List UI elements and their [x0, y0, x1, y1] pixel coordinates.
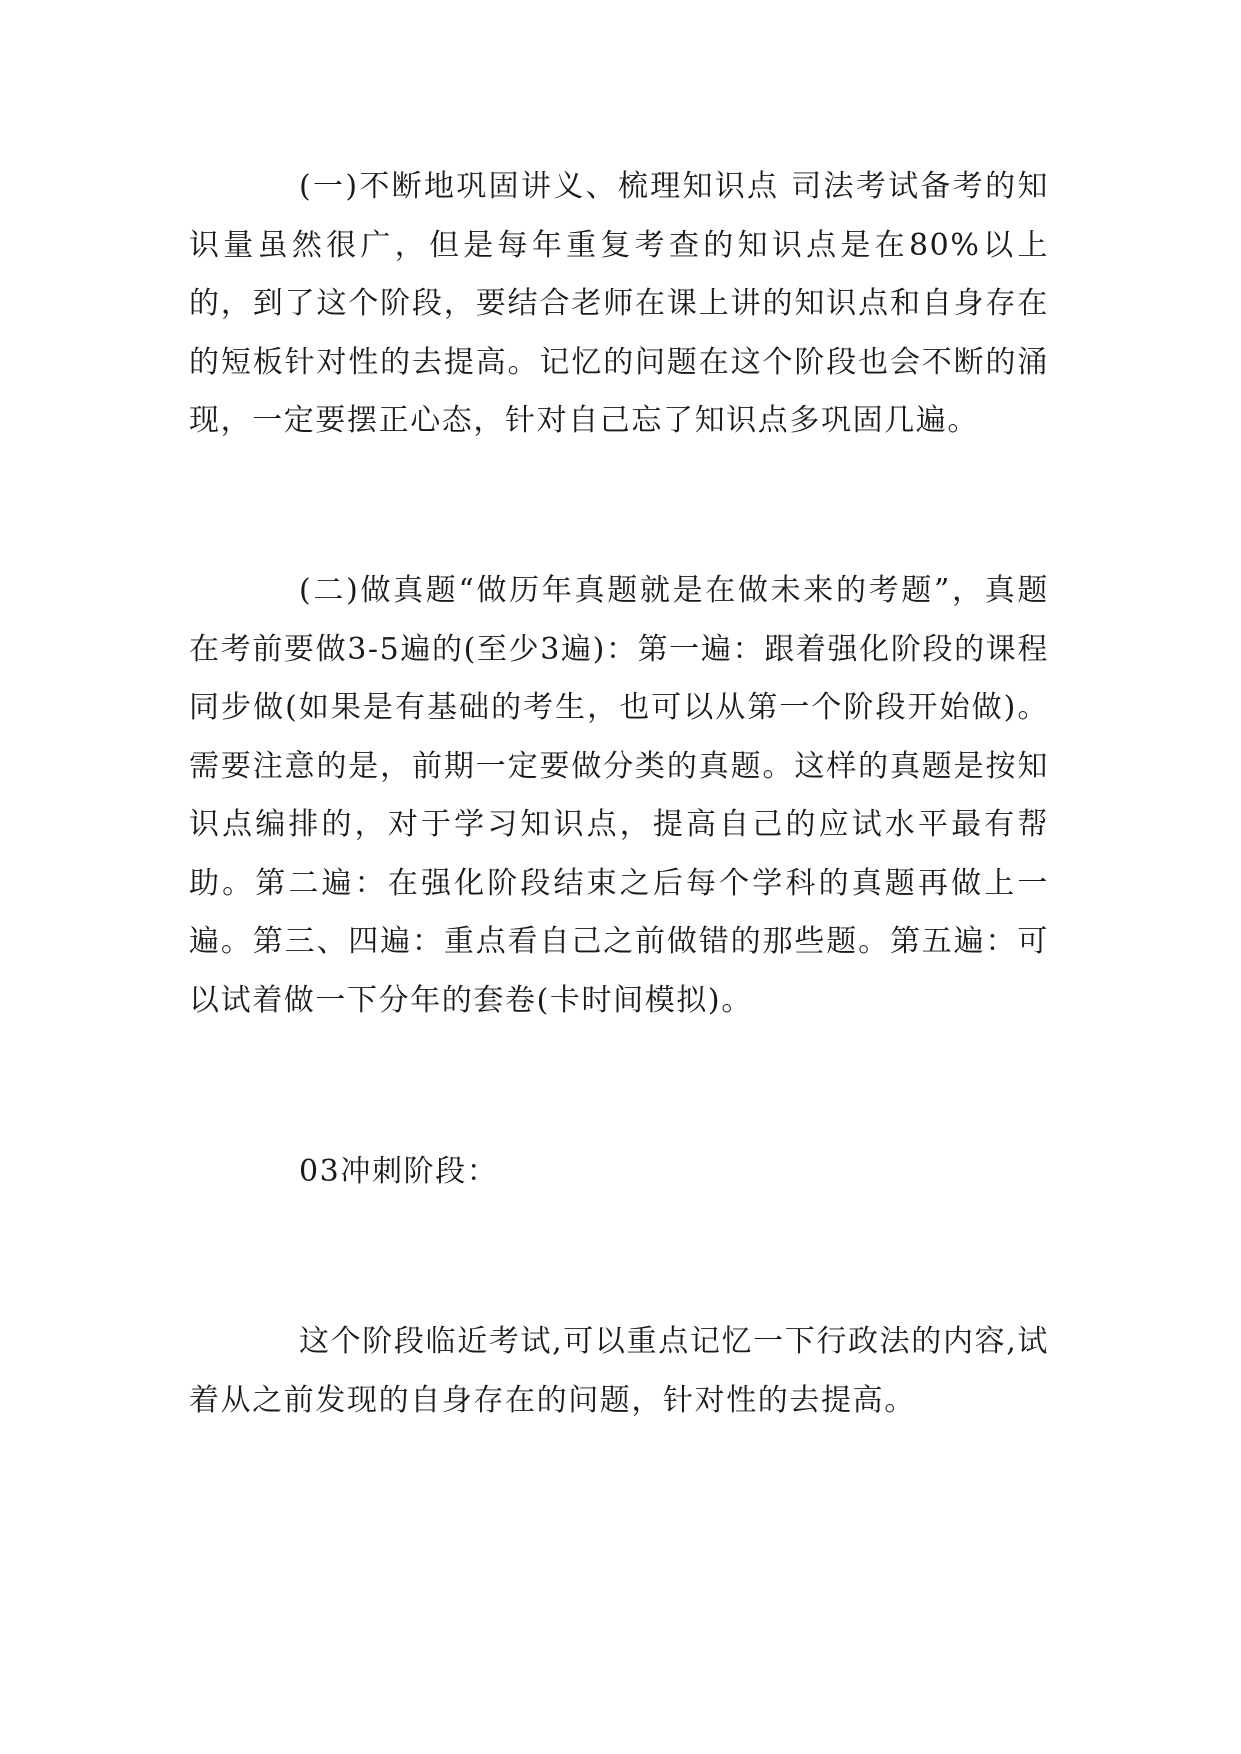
paragraph-sprint-advice: 这个阶段临近考试,可以重点记忆一下行政法的内容,试着从之前发现的自身存在的问题，针对性的去提高。: [189, 1324, 1049, 1418]
section-heading-sprint-stage: 03冲刺阶段：: [299, 1154, 499, 1189]
paragraph-past-exams: (二)做真题“做历年真题就是在做未来的考题”，真题在考前要做3-5遍的(至少3遍)：第一遍：跟着强化阶段的课程同步做(如果是有基础的考生，也可以从第一个阶段开始做)。需要注意的是，前期一定要做分类的真题。这样的真题是按知识点编排的，对于学习知识点，提高自己的应试水平最有帮助。第二遍：在强化阶段结束之后每个学科的真题再做上一遍。第三、四遍：重点看自己之前做错的那些题。第五遍：可以试着做一下分年的套卷(卡时间模拟)。: [189, 573, 1049, 1018]
paragraph-consolidate-notes: (一)不断地巩固讲义、梳理知识点 司法考试备考的知识量虽然很广，但是每年重复考查的知识点是在80%以上的，到了这个阶段，要结合老师在课上讲的知识点和自身存在的短板针对性的去提高。记忆的问题在这个阶段也会不断的涌现，一定要摆正心态，针对自己忘了知识点多巩固几遍。: [189, 169, 1049, 438]
